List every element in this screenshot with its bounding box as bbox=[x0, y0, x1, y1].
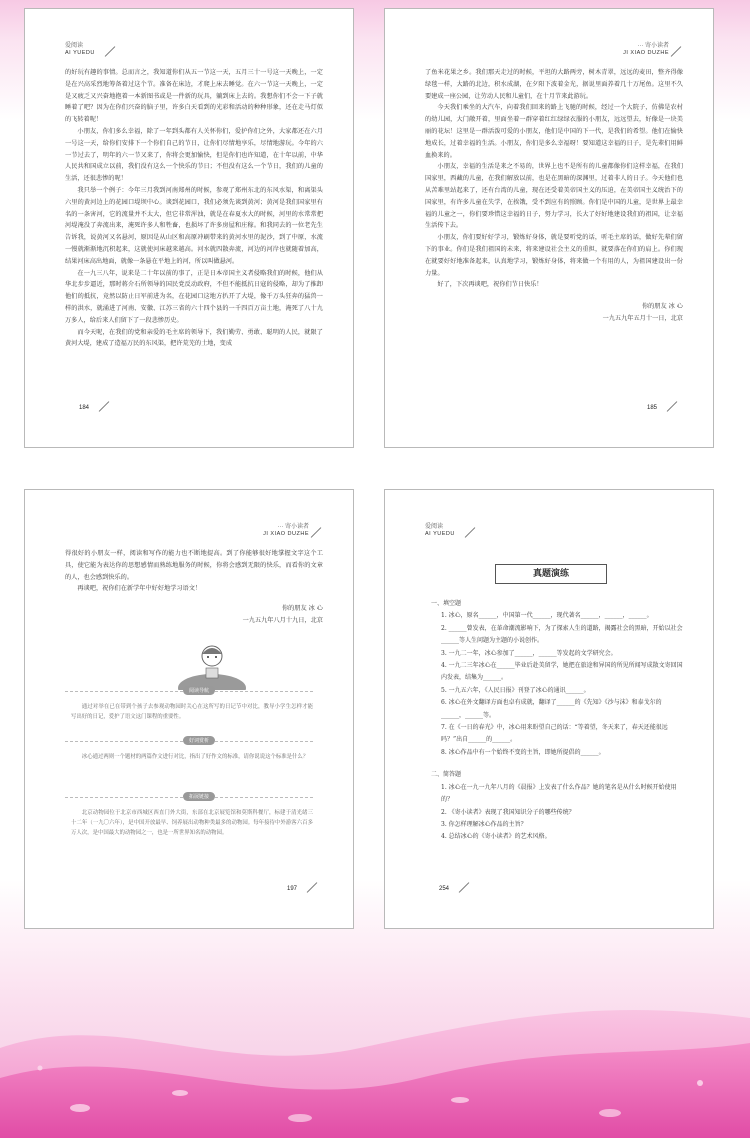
section-reading-guide-divider bbox=[65, 686, 313, 696]
paragraph: 小朋友，你们多么幸福，除了一年到头都有人关怀你们，爱护你们之外，大家都还在六月一号这一天，给你们安排下一个你们自己的节日，让你们尽情地享乐，尽情地游玩。今年的六一节过去了，明年的六一节又来了，你将会更加愉快，但是你们也许知道，在十年以前，中华人民共和国成立以前，我们没有这么一个快乐的节日；不但没有这么一个节日，我们的儿童的生活，还很悲惨的呢！ bbox=[65, 127, 323, 183]
paragraph: 的好玩有趣的事情。总而言之，我知道你们从五一节这一天，五月三十一号这一天晚上，一定是在兴高采烈地筹备着过这个节。准备在床边，才爬上床去睡觉。在六一节这一天晚上，一定是又疲乏又兴奋地抱着一本新图书或是一件新的玩具，躺到床上去的。我想你们不会一下子就睡着了吧？因为在你们兴奋的脑子里，许多白天看到的光彩和活动的种种形象，还在走马灯似的飞转着呢！ bbox=[65, 69, 323, 124]
question-item: 4. 一九二三年冰心在______毕业后赴美留学，她把在旅途和异国的所见所闻写成散文寄回国内发表，结集为______。 bbox=[441, 662, 683, 682]
extension-text: 北京动物园位于北京市西城区西直门外大街，东部在北京展览馆和莫斯科餐厅，标建于清光绪三十二年（一九〇六年），是中国开放最早、饲养展出动物种类最多的动物园。每年接待中外游客六百多万人次，是中国最大的动物园之一，也是一所世界知名的动物园。 bbox=[71, 810, 313, 836]
header-subtitle: JI XIAO DUZHE bbox=[623, 49, 669, 56]
footer-slash bbox=[459, 882, 470, 893]
paragraph: 好了，下次再谈吧，祝你们节日快乐！ bbox=[437, 281, 543, 289]
running-header bbox=[65, 43, 95, 56]
paragraph: 小朋友，你们要好好学习，锻炼好身体，就是要听党的话，听毛主席的话，做好先辈们留下的事业。你们是我们祖国的未来，将来建设社会主义的重担，就要落在你们的肩上。你们现在就要好好地准备起来，认真地学习，锻炼好身体，将来做一个有用的人，为祖国建设出一份力量。 bbox=[425, 234, 683, 277]
reading-guide-tag: 阅读导航 bbox=[183, 686, 215, 695]
book-page-254 bbox=[384, 489, 714, 929]
section-heading: 一、填空题 bbox=[431, 600, 462, 607]
exercise-title: 真题演练 bbox=[495, 564, 607, 584]
paragraph: 小朋友，幸福的生活是来之不易的，世界上也不是所有的儿童都像你们这样幸福，在我们国家里，西藏的儿童，在我们解放以前，也是在黑暗的深渊里，过着非人的日子。今天他们也从苦难里站起来了，还有台湾的儿童，现在还受着美帝国主义的压迫，在美帝国主义统治下的国家里，有许多儿童在失学，在挨饿，受不到应有的照顾。你们是中国的儿童，是世界上最幸福的儿童之一，你们要珍惜这幸福的日子，努力学习，长大了好好地建设我们的祖国，让幸福生活传下去。 bbox=[425, 163, 683, 230]
reading-guide-text: 通过对举在已在带到个孩子去参观动物园时关心在这所写的日记节中对比，教导小学生怎样才能写出好的日记，爱护了语文这门课程的重要性。 bbox=[71, 704, 313, 720]
page-body bbox=[65, 67, 323, 350]
page-body bbox=[65, 548, 323, 627]
page-number: 185 bbox=[646, 405, 657, 411]
pink-wave-decoration bbox=[0, 988, 750, 1138]
question-item: 5. 一九五六年，《人民日报》刊登了冰心的通讯______。 bbox=[441, 686, 590, 694]
question-item: 1. 冰心在一九一九年八月的《晨报》上发表了什么作品？她的笔名是从什么时候开始使用的？ bbox=[441, 783, 677, 804]
header-title: ··· 寄小读者 bbox=[637, 43, 669, 49]
letter-date: 一九五九年五月十一日，北京 bbox=[602, 314, 683, 322]
signature: 你的朋友 冰 心 bbox=[281, 605, 323, 613]
header-title: ··· 寄小读者 bbox=[277, 524, 309, 530]
question-item: 1. 冰心，原名______，中国第一代______，现代著名______，______，______。 bbox=[441, 612, 653, 620]
header-slash bbox=[671, 46, 682, 57]
running-header bbox=[263, 524, 309, 537]
book-page-184 bbox=[24, 8, 354, 448]
running-header bbox=[623, 43, 669, 56]
running-header bbox=[425, 524, 455, 537]
header-slash bbox=[311, 527, 322, 538]
question-item: 2. ______曾发表，在革命潮流影响下，为了探索人生的道路，揭露社会的黑暗，开始以社会______等人生问题为主题的小说创作。 bbox=[441, 624, 683, 645]
girl-reading-illustration bbox=[177, 640, 247, 690]
exercise-list bbox=[431, 598, 683, 844]
question-item: 4. 总结冰心的《寄小读者》的艺术风格。 bbox=[441, 833, 551, 841]
footer-slash bbox=[99, 401, 110, 412]
header-slash bbox=[465, 527, 476, 538]
header-subtitle: AI YUEDU bbox=[65, 49, 95, 56]
header-subtitle: AI YUEDU bbox=[425, 530, 455, 537]
words-text: 冰心通过两则一个题材的两篇作文进行对比，指出了好作文的标准，请你说说这个标准是什么？ bbox=[81, 754, 309, 760]
extension-tag: 拓展链接 bbox=[183, 792, 215, 801]
page-number: 184 bbox=[79, 405, 90, 411]
book-page-197 bbox=[24, 489, 354, 929]
header-slash bbox=[105, 46, 116, 57]
question-item: 6. 冰心在外文翻译方面也卓有成就，翻译了______的《先知》《沙与沫》和泰戈尔的______，______等。 bbox=[441, 699, 662, 719]
section-heading: 二、简答题 bbox=[431, 771, 462, 779]
header-subtitle: JI XIAO DUZHE bbox=[263, 530, 309, 537]
section-extension-divider bbox=[65, 792, 313, 802]
words-tag: 好词赏析 bbox=[183, 736, 215, 745]
page-number: 197 bbox=[286, 886, 297, 892]
question-item: 8. 冰心作品中有一个始终不变的主旨，即她所提倡的______。 bbox=[441, 748, 605, 756]
paragraph: 再谈吧，祝你们在新学年中好好地学习语文！ bbox=[77, 585, 202, 593]
page-body bbox=[425, 67, 683, 325]
book-page-185 bbox=[384, 8, 714, 448]
page-number: 254 bbox=[439, 886, 450, 892]
question-item: 3. 你怎样理解冰心作品的主旨？ bbox=[441, 820, 527, 828]
question-item: 2. 《寄小读者》表现了我国知识分子的哪些传统？ bbox=[441, 808, 575, 816]
letter-date: 一九五九年八月十九日，北京 bbox=[242, 616, 323, 624]
footer-slash bbox=[307, 882, 318, 893]
question-item: 7. 在《一日的春光》中，冰心用来盼望自己的话：“等着望，冬天来了，春天还能很远吗？”出自______的______。 bbox=[441, 724, 668, 744]
paragraph: 而今天呢，在我们的党和亲爱的毛主席的领导下，我们勤劳、勇敢、聪明的人民，就限了黄河大堤，建成了造福万民的东风渠，把许荒芜的土地，变成 bbox=[65, 328, 323, 348]
question-item: 3. 一九二一年，冰心参加了______，______等发起的文学研究会。 bbox=[441, 649, 617, 657]
header-title: 爱阅读 bbox=[65, 43, 84, 49]
paragraph: 得很好的小朋友一样，阅读和写作的能力也不断地提高。到了你能够很好地掌握文字这个工具，使它能为表达你的思想感情而熟练地服务的时候，你将会感到无限的快乐，而看你的文章的人，也会感到快乐的。 bbox=[65, 550, 323, 581]
paragraph: 今天我们乘坐的大汽车，向着我们回来的路上飞驰的时候，经过一个大院子，仿佛是农村的幼儿园，大门敞开着，里面坐着一群穿着红红绿绿衣服的小朋友，远远望去，好像是一块美丽的花坛！这里是一群活泼可爱的小朋友，他们是中国的下一代，是我们的希望。他们在愉快地成长，过着幸福的生活。小朋友，你们是多么幸福呀！要知道这幸福的日子，是先辈们用鲜血换来的。 bbox=[425, 104, 683, 159]
paragraph: 我只举一个例子：今年三月我到河南郑州的时候，参观了郑州东北的东风水渠，和离渠头六里的黄河边上的花园口堤坝中心。谈到花园口，我们必须先谈到黄河；黄河是我们国家里有名的一条害河，它的流量并不太大，但它非常浑浊，就是在春夏水大的时候，河里的水常常把河堤淹没了奔流出来，淹死许多人和牲畜，也损坏了许多房屋和庄稼。和我同去的一位老先生告诉我，说黄河又名悬河，原因是从山区和高原冲刷带来的黄河水里的泥沙，到了中原，水流一慢就渐渐地沉积起来，这就使河床越来越高。河水就四散奔流，河边的河岸也就随着加高，结果河床高出地面，就像一条悬在平地上的河，所以叫做悬河。 bbox=[65, 186, 323, 265]
section-words-divider bbox=[65, 736, 313, 746]
paragraph: 了鱼米花果之乡。我们那天走过的时候，平坦的大路两旁，树木青翠，远远的麦田，整齐得像绿毯一样，大路的北边，积水成湖，在夕阳下波着金光，据说里面养着几十万尾鱼。这里不久要建成一座公园，让劳动人民和儿童们，在十月节来此游玩。 bbox=[425, 69, 683, 100]
header-title: 爱阅读 bbox=[425, 524, 444, 530]
footer-slash bbox=[667, 401, 678, 412]
signature: 你的朋友 冰 心 bbox=[641, 303, 683, 311]
paragraph: 在一九三八年，说来是二十年以前的事了，正是日本帝国主义者侵略我们的时候，他们从华北步步逼近，那时蒋介石所领导的国民党反动政府，不但不能抵抗日寇的侵略，却为了推卸他们的抵抗，竟然以防止日军前进为名，在花园口这地方扒开了大堤，像千万头狂奔的猛兽一样的洪水，就涌进了河南、安徽、江苏三省的六十四个县的一千四百万亩土地，淹死了八十九万多人，给后来人们留下了一段悲惨历史。 bbox=[65, 269, 323, 324]
